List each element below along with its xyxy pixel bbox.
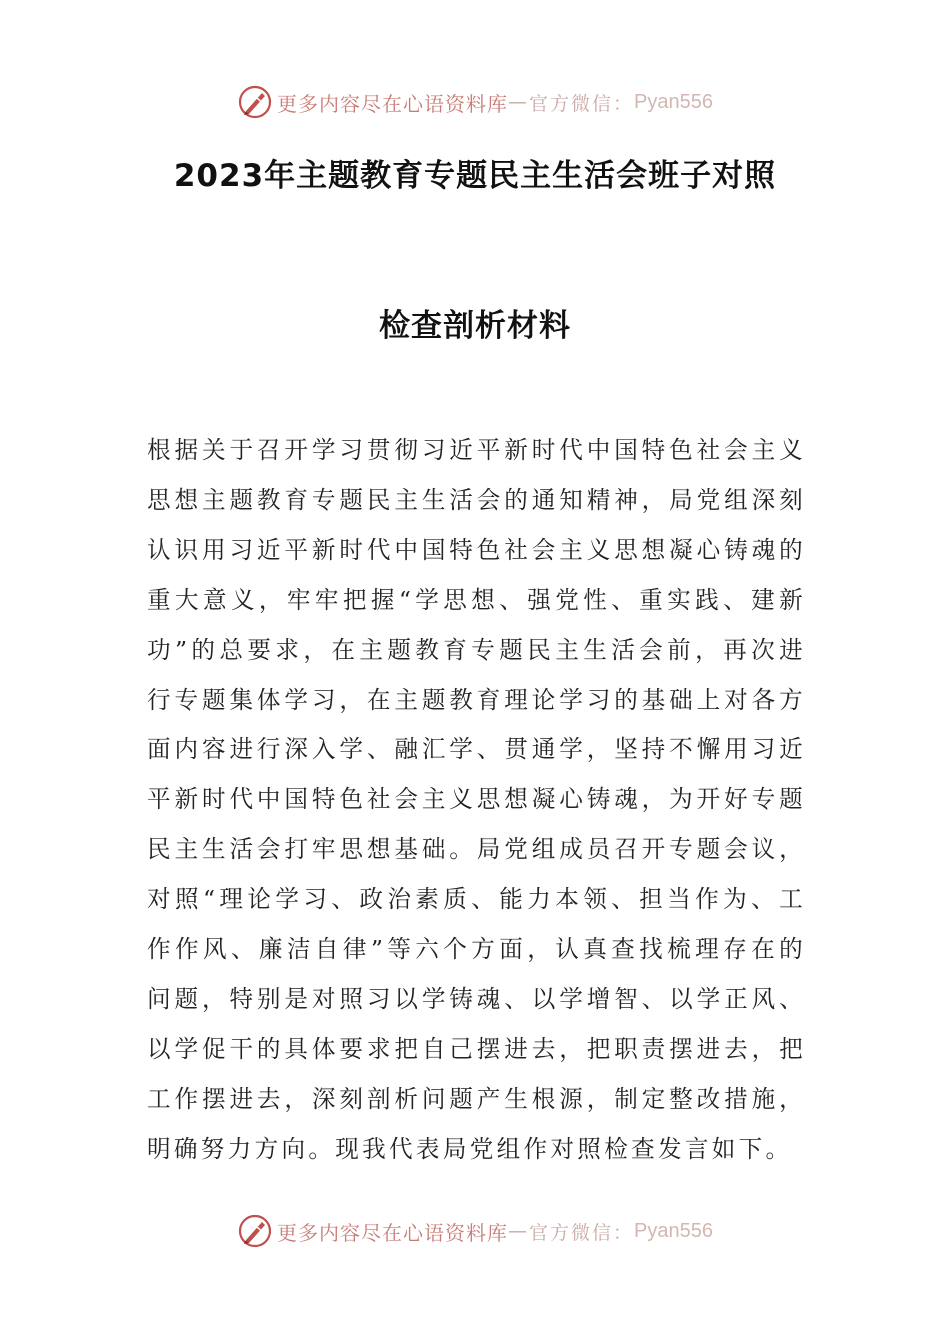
watermark-separator: —: [508, 1220, 529, 1242]
watermark-text: 更多内容尽在心语资料库: [277, 91, 508, 116]
pen-logo-icon: [237, 1213, 273, 1249]
watermark-subtext: 官方微信：: [529, 92, 635, 115]
body-paragraph: 根据关于召开学习贯彻习近平新时代中国特色社会主义思想主题教育专题民主生活会的通知精神，局党组深刻认识用习近平新时代中国特色社会主义思想凝心铸魂的重大意义，牢牢把握“学思想、强党性、重实践、建新功”的总要求，在主题教育专题民主生活会前，再次进行专题集体学习，在主题教育理论学习的基础上对各方面内容进行深入学、融汇学、贯通学，坚持不懈用习近平新时代中国特色社会主义思想凝心铸魂，为开好专题民主生活会打牢思想基础。局党组成员召开专题会议，对照“理论学习、政治素质、能力本领、担当作为、工作作风、廉洁自律”等六个方面，认真查找梳理存在的问题，特别是对照习以学铸魂、以学增智、以学正风、以学促干的具体要求把自己摆进去，把职责摆进去，把工作摆进去，深刻剖析问题产生根源，制定整改措施，明确努力方向。现我代表局党组作对照检查发言如下。: [147, 436, 806, 1163]
pen-logo-icon: [237, 84, 273, 120]
watermark-text: 更多内容尽在心语资料库: [277, 1220, 508, 1245]
watermark-separator: —: [508, 91, 529, 113]
footer-watermark: [0, 1211, 950, 1251]
header-watermark: [0, 82, 950, 122]
document-title-line2: 检查剖析材料: [379, 308, 571, 344]
document-title-line1: 2023年主题教育专题民主生活会班子对照: [173, 158, 777, 194]
watermark-id: Pyan556: [634, 1219, 713, 1242]
watermark-subtext: 官方微信：: [529, 1221, 635, 1244]
watermark-id: Pyan556: [634, 90, 713, 113]
